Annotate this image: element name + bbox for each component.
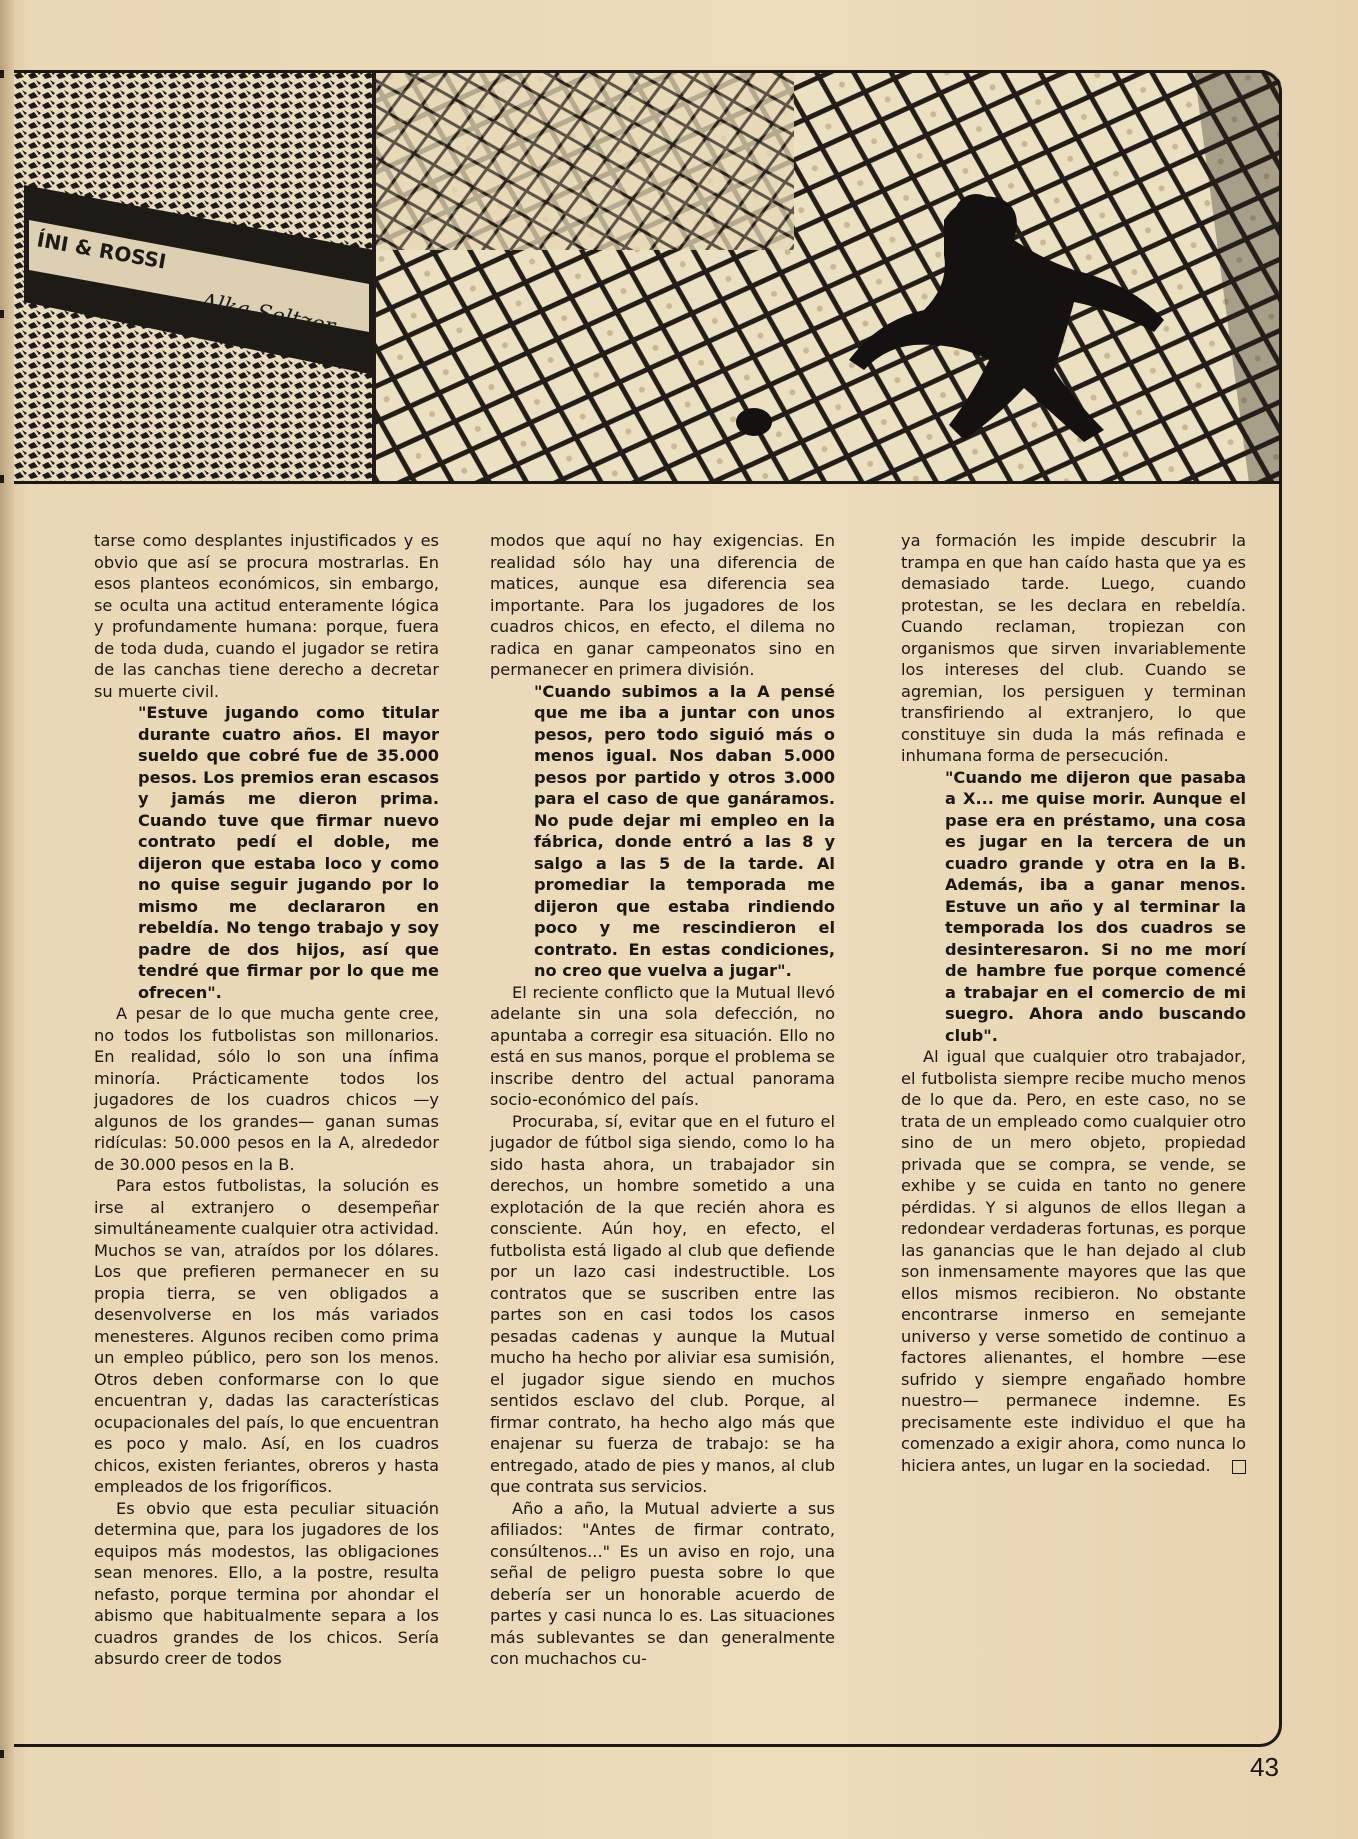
- end-of-article-icon: [1232, 1460, 1246, 1474]
- article-column-1: [94, 530, 439, 1670]
- article-column-2: [490, 530, 835, 1670]
- final-paragraph-text: Al igual que cualquier otro trabajador, el futbolista siempre recibe mucho menos de lo que da. Pero, en este caso, no se trata de un empleado como cualquier otro sino de un mero objeto, propiedad privada que se compra, se vende, se exhibe y se cuida en tanto no genere pérdidas. Y si algunos de ellos llegan a redondear verdaderas fortunas, es porque las ganancias que le han dejado al club son inmensamente mayores que las que ellos mismos recibieron. No obstante encontrarse inmerso en semejante universo y verse sometido de continuo a factores alienantes, el hombre —ese sufrido y siempre engañado hombre nuestro— permanece indemne. Es precisamente este individuo el que ha comenzado a exigir ahora, como nunca lo hiciera antes, un lugar en la sociedad.: [901, 1047, 1246, 1475]
- quote-paragraph: "Cuando me dijeron que pasaba a X... me quise morir. Aunque el pase era en préstamo, una cosa es jugar en la tercera de un cuadro grande y otra en la B. Además, iba a ganar menos. Estuve un año y al terminar la temporada los dos cuadros se desinteresaron. Si no me morí de hambre fue porque comencé a trabajar en el comercio de mi suegro. Ahora ando buscando club".: [945, 767, 1246, 1045]
- paragraph: A pesar de lo que mucha gente cree, no todos los futbolistas son millonarios. En realidad, sólo lo son una ínfima minoría. Prácticamente todos los jugadores de los cuadros chicos —y algunos de los grandes— ganan sumas ridículas: 50.000 pesos en la A, alrededor de 30.000 pesos en la B.: [94, 1004, 439, 1174]
- paragraph: modos que aquí no hay exigencias. En realidad sólo hay una diferencia de matices, aunque esa diferencia sea importante. Para los jugadores de los cuadros chicos, en efecto, el dilema no radica en ganar campeonatos sino en permanecer en primera división.: [490, 531, 835, 679]
- paragraph: tarse como desplantes injustificados y es obvio que así se procura mostrarlas. En esos planteos económicos, sin embargo, se oculta una actitud enteramente lógica y profundamente humana: porque, fuera de toda duda, cuando el jugador se retira de las canchas tiene derecho a decretar su muerte civil.: [94, 531, 439, 701]
- article-column-3: [901, 530, 1246, 1476]
- paragraph: Es obvio que esta peculiar situación determina que, para los jugadores de los equipos más modestos, las obligaciones sean menores. Ello, a la postre, resulta nefasto, porque termina por ahondar el abismo que habitualmente separa a los cuadros grandes de los chicos. Sería absurdo creer de todos: [94, 1498, 439, 1668]
- margin-mark: [0, 310, 4, 318]
- page-number: 43: [1250, 1752, 1279, 1782]
- paragraph: Procuraba, sí, evitar que en el futuro el jugador de fútbol siga siendo, como lo ha sido hasta ahora, un trabajador sin derechos, un hombre sometido a una explotación de la que recién ahora es consciente. Aún hoy, en efecto, el futbolista está ligado al club que defiende por un lazo casi indestructible. Los contratos que se suscriben entre las partes son en casi todos los casos pesadas cadenas y aunque la Mutual mucho ha hecho por aliviar esa sumisión, el jugador sigue siendo en muchos sentidos esclavo del club. Porque, al firmar contrato, ha hecho algo más que enajenar su fuerza de trabajo: se ha entregado, atado de pies y manos, al club que contrata sus servicios.: [490, 1111, 835, 1496]
- margin-mark: [0, 70, 4, 78]
- billboard-text-right: Alka-Seltzer: [198, 289, 338, 340]
- quote-paragraph: "Cuando subimos a la A pensé que me iba a juntar con unos pesos, pero todo siguió más o menos igual. Nos daban 5.000 pesos por partido y otros 3.000 para el caso de que ganáramos. No pude dejar mi empleo en la fábrica, donde entró a las 8 y salgo a las 5 de la tarde. Al promediar la temporada me dijeron que estaba rindiendo poco y me rescindieron el contrato. En estas condiciones, no creo que vuelva a jugar".: [534, 681, 835, 980]
- margin-mark: [0, 475, 4, 483]
- billboard-text-left: ÍNI & ROSSI: [35, 227, 169, 274]
- paragraph: Año a año, la Mutual advierte a sus afiliados: "Antes de firmar contrato, consúltenos..." Es un aviso en rojo, una señal de peligro puesta sobre lo que debería ser un honorable acuerdo de partes y casi nunca lo es. Las situaciones más sublevantes se dan generalmente con muchachos cu-: [490, 1498, 835, 1668]
- paragraph: ya formación les impide descubrir la trampa en que han caído hasta que ya es demasiado tarde. Luego, cuando protestan, se les declara en rebeldía. Cuando reclaman, tropiezan con organismos que sirven invariablemente los intereses del club. Cuando se agremian, los persiguen y terminan transfiriendo al extranjero, lo que constituye sin duda la más refinada e inhumana forma de persecución.: [901, 531, 1246, 765]
- page-spine-shadow: [0, 0, 14, 1839]
- margin-mark: [0, 1750, 4, 1758]
- paragraph: El reciente conflicto que la Mutual llevó adelante sin una sola defección, no apuntaba a corregir esa situación. Ello no está en sus manos, porque el problema se inscribe dentro del actual panorama socio-económico del país.: [490, 982, 835, 1109]
- paragraph: [901, 1046, 1246, 1476]
- quote-paragraph: "Estuve jugando como titular durante cuatro años. El mayor sueldo que cobré fue de 35.000 pesos. Los premios eran escasos y jamás me dieron prima. Cuando tuve que firmar nuevo contrato pedí el doble, me dijeron que estaba loco y como no quise seguir jugando por lo mismo me declararon en rebeldía. No tengo trabajo y soy padre de dos hijos, así que tendré que firmar por lo que me ofrecen".: [138, 703, 439, 1002]
- paragraph: Para estos futbolistas, la solución es irse al extranjero o desempeñar simultáneamente cualquier otra actividad. Muchos se van, atraídos por los dólares. Los que prefieren permanecer en su propia tierra, se ven obligados a desenvolverse en los más variados menesteres. Algunos reciben como prima un empleo público, pero son los menos. Otros deben conformarse con lo que encuentran y, dadas las características ocupacionales del país, lo que encuentran es poco y malo. Así, en los cuadros chicos, existen feriantes, obreros y hasta empleados de los frigoríficos.: [94, 1176, 439, 1496]
